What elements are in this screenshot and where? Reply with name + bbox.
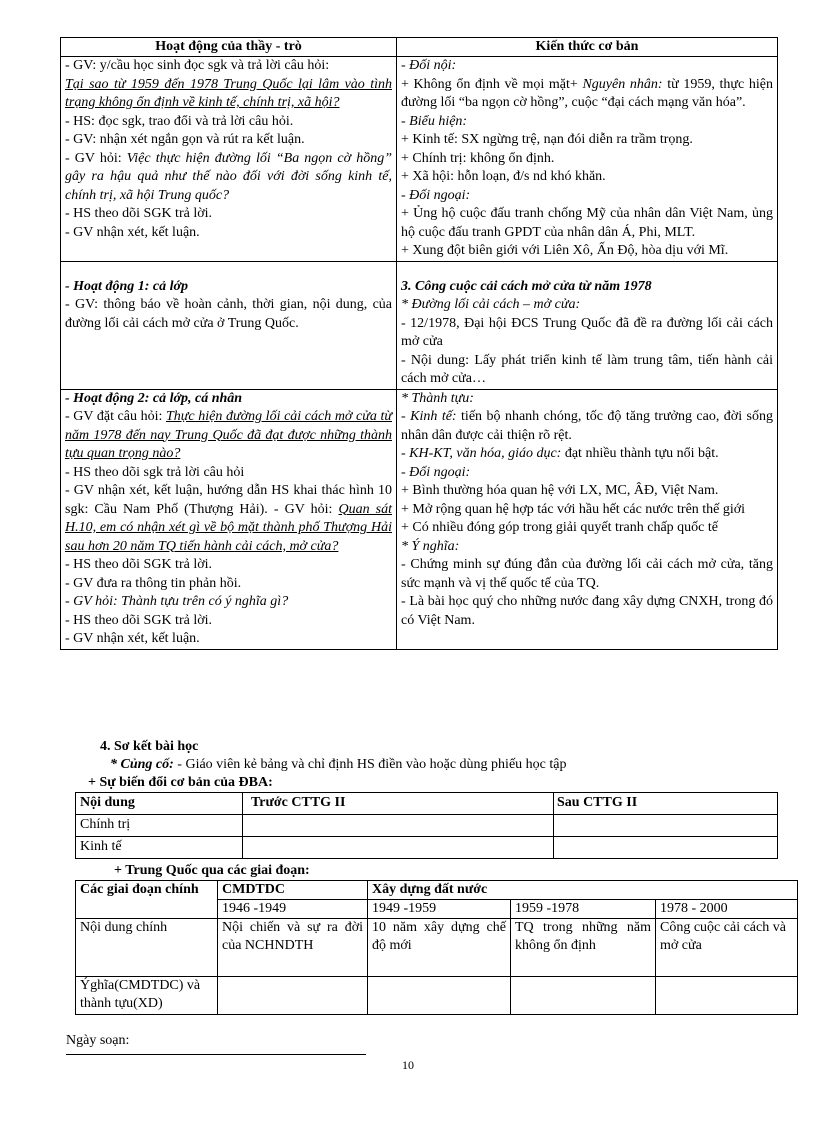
tq-content: Nội chiến và sự ra đời của NCHNDTH	[218, 919, 368, 977]
tq-period: 1949 -1959	[368, 900, 511, 919]
text-line: - HS theo dõi SGK trả lời.	[65, 557, 213, 572]
text-line: - Đối nội:	[401, 58, 457, 73]
tq-period: 1978 - 2000	[656, 900, 798, 919]
tq-cell	[218, 977, 368, 1015]
text-line	[65, 482, 392, 556]
text-span: - Kinh tế:	[401, 409, 462, 424]
tq-meaning-label: Ýghĩa(CMDTDC) và thành tựu(XD)	[76, 977, 218, 1015]
text-line	[65, 150, 392, 206]
text-line: - Nội dung: Lấy phát triển kinh tế làm trung tâm, tiến hành cải cách mở cửa…	[401, 352, 773, 386]
text-line: + Có nhiều đóng góp trong giải quyết tranh chấp quốc tế	[401, 520, 718, 535]
text-span: - GV hỏi:	[65, 150, 127, 166]
text-span: + Không ổn định về mọi mặt+	[401, 76, 583, 92]
text-line: * Thành tựu:	[401, 390, 474, 406]
text-line: + Xã hội: hỗn loạn, đ/s nd khó khăn.	[401, 169, 606, 184]
dba-cell	[243, 837, 554, 859]
tq-content: TQ trong những năm không ổn định	[511, 919, 656, 977]
tq-period: 1946 -1949	[218, 900, 368, 919]
text-line	[401, 408, 773, 445]
tq-period: 1959 -1978	[511, 900, 656, 919]
row1-knowledge	[397, 57, 778, 262]
dba-header-before: Trước CTTG II	[243, 793, 554, 815]
text-line	[401, 445, 773, 464]
text-line: - 12/1978, Đại hội ĐCS Trung Quốc đã đề ra đường lối cải cách mở cửa	[401, 315, 773, 349]
text-span: - GV đặt câu hỏi:	[65, 409, 166, 424]
text-span: đạt nhiều thành tựu nổi bật.	[564, 446, 719, 461]
text-line: - GV: y/cầu học sinh đọc sgk và trả lời câu hỏi:	[65, 58, 330, 73]
text-line: - HS theo dõi SGK trả lời.	[65, 612, 213, 628]
tq-cell	[511, 977, 656, 1015]
text-line: + Ủng hộ cuộc đấu tranh chống Mỹ của nhân dân Việt Nam, ủng hộ cuộc đấu tranh GPDT của nhân dân Á, Phi, MLT.	[401, 206, 773, 240]
activity-heading: - Hoạt động 2: cả lớp, cá nhân	[65, 390, 243, 406]
text-line: - HS theo dõi sgk trả lời câu hỏi	[65, 464, 245, 480]
text-span: tiến bộ nhanh chóng, tốc độ tăng trưởng cao, đời sống nhân dân được cải thiện rõ rệt.	[401, 409, 774, 443]
text-span: Thực hiện đường lối cải cách mở cửa từ năm 1978 đến nay Trung Quốc đã đạt được những thành tựu quan trọng nào?	[65, 409, 392, 461]
lesson-table	[60, 37, 778, 650]
text-line: - Đối ngoại:	[401, 187, 471, 203]
row3-knowledge	[397, 389, 778, 649]
text-span: từ 1959, thực hiện đường lối “ba ngọn cờ hồng”, cuộc “đại cách mạng văn hóa”.	[401, 76, 774, 110]
consolidate-line	[100, 756, 780, 774]
row2-activities	[61, 261, 397, 389]
row2-knowledge	[397, 261, 778, 389]
tq-header-cmdtdc: CMDTDC	[218, 881, 368, 900]
prep-date-label: Ngày soạn:	[66, 1033, 130, 1048]
consolidate-text: - Giáo viên kẻ bảng và chỉ định HS điền vào hoặc dùng phiếu học tập	[173, 757, 567, 772]
page-number: 10	[402, 1058, 414, 1072]
consolidate-label: * Củng cố:	[110, 757, 174, 772]
text-span: - GV nhận xét, kết luận, hướng dẫn HS khai thác hình 10 sgk: Cầu Nam Phố (Thượng Hải). - GV hỏi:	[65, 483, 392, 517]
spacer	[65, 262, 392, 278]
row3-activities	[61, 389, 397, 649]
tq-content: Công cuộc cải cách và mở cửa	[656, 919, 798, 977]
china-stages-table	[75, 880, 798, 1015]
footer-divider	[66, 1054, 366, 1055]
text-span: - KH-KT, văn hóa, giáo dục:	[401, 446, 565, 461]
col-header-knowledge: Kiến thức cơ bản	[397, 38, 778, 57]
dba-row-politics: Chính trị	[76, 815, 243, 837]
text-line: - HS: đọc sgk, trao đổi và trả lời câu hỏi.	[65, 113, 294, 129]
text-span: Nguyên nhân:	[582, 76, 663, 92]
text-line: - HS theo dõi SGK trả lời.	[65, 206, 213, 221]
text-line: * Ý nghĩa:	[401, 538, 460, 554]
tq-content-label: Nội dung chính	[76, 919, 218, 977]
tq-header-xd: Xây dựng đất nước	[368, 881, 798, 900]
lesson-summary	[88, 738, 780, 792]
text-line: - GV đưa ra thông tin phản hồi.	[65, 575, 242, 591]
text-line: - GV hỏi: Thành tựu trên có ý nghĩa gì?	[65, 594, 289, 609]
summary-heading: 4. Sơ kết bài học	[100, 739, 199, 754]
dba-cell	[554, 837, 778, 859]
text-line: - GV: thông báo về hoàn cảnh, thời gian, nội dung, của đường lối cải cách mở cửa ở Trung Quốc.	[65, 297, 392, 331]
text-line: + Kinh tế: SX ngừng trệ, nạn đói diễn ra trầm trọng.	[401, 132, 693, 147]
text-line: - GV nhận xét, kết luận.	[65, 631, 200, 646]
text-line: - GV nhận xét, kết luận.	[65, 224, 200, 240]
text-line: - Biểu hiện:	[401, 113, 468, 129]
text-span: Việc thực hiện đường lối “Ba ngọn cờ hồng” gây ra hậu quả như thế nào đối với đời sống kinh tế, chính trị, xã hội Trung quốc?	[65, 150, 392, 203]
tq-cell	[656, 977, 798, 1015]
text-line: - GV: nhận xét ngắn gọn và rút ra kết luận.	[65, 132, 305, 147]
row1-activities	[61, 57, 397, 262]
text-line: * Đường lối cải cách – mở cửa:	[401, 297, 581, 312]
tq-content: 10 năm xây dựng chế độ mới	[368, 919, 511, 977]
text-line	[65, 408, 392, 464]
activity-heading: - Hoạt động 1: cả lớp	[65, 278, 189, 294]
dba-table	[75, 792, 778, 859]
text-line: + Bình thường hóa quan hệ với LX, MC, ÂĐ, Việt Nam.	[401, 483, 719, 498]
text-line	[401, 76, 773, 113]
section-heading: 3. Công cuộc cải cách mở cửa từ năm 1978	[401, 278, 652, 294]
text-line: - Chứng minh sự đúng đắn của đường lối cải cách mở cửa, tăng sức mạnh và vị thế quốc tế của TQ.	[401, 557, 773, 591]
dba-label: + Sự biến đổi cơ bản của ĐBA:	[88, 775, 273, 790]
dba-cell	[554, 815, 778, 837]
text-line: + Xung đột biên giới với Liên Xô, Ấn Độ, hòa dịu với Mĩ.	[401, 243, 729, 258]
col-header-activities: Hoạt động của thầy - trò	[61, 38, 397, 57]
tq-header-stage: Các giai đoạn chính	[76, 881, 218, 919]
tq-label: + Trung Quốc qua các giai đoạn:	[114, 863, 310, 878]
text-line: - Là bài học quý cho những nước đang xây dựng CNXH, trong đó có Việt Nam.	[401, 594, 773, 628]
text-span: Quan sát H.10, em có nhận xét gì về bộ mặt thành phố Thượng Hải sau hơn 20 năm TQ tiến hành cải cách, mở cửa?	[65, 501, 392, 554]
text-line: Tại sao từ 1959 đến 1978 Trung Quốc lại lâm vào tình trạng không ổn định về kinh tế, chính trị, xã hội?	[65, 76, 392, 110]
dba-header-after: Sau CTTG II	[554, 793, 778, 815]
tq-cell	[368, 977, 511, 1015]
dba-cell	[243, 815, 554, 837]
text-line: - Đối ngoại:	[401, 464, 471, 480]
dba-row-economy: Kinh tế	[76, 837, 243, 859]
text-line: + Mở rộng quan hệ hợp tác với hầu hết các nước trên thế giới	[401, 501, 746, 517]
spacer	[401, 262, 773, 278]
dba-header-content: Nội dung	[76, 793, 243, 815]
text-line: + Chính trị: không ổn định.	[401, 150, 555, 166]
